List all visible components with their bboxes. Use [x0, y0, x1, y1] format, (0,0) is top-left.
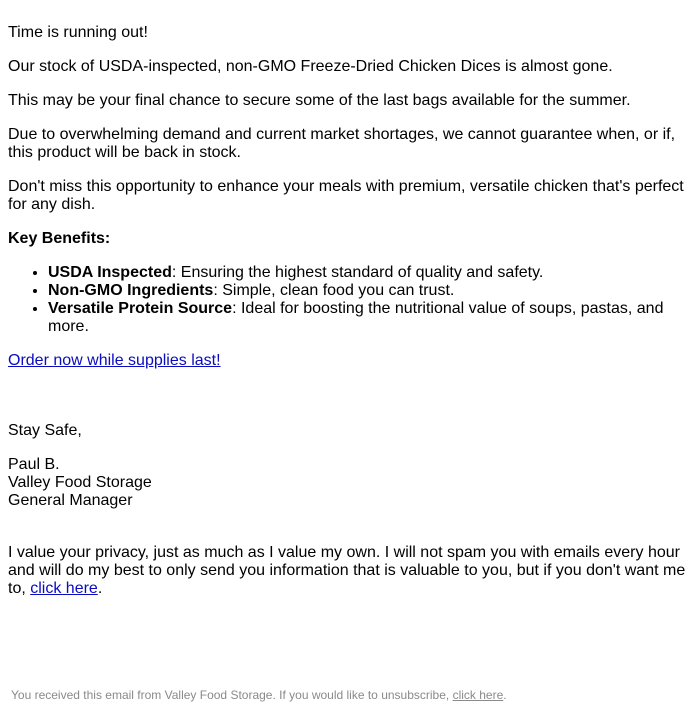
cta-paragraph	[8, 352, 692, 370]
benefit-text: : Simple, clean food you can trust.	[213, 282, 455, 299]
signoff: Stay Safe,	[8, 422, 82, 439]
final-chance-paragraph: This may be your final chance to secure some of the last bags available for the summer.	[8, 92, 631, 109]
privacy-end: .	[97, 580, 103, 597]
benefit-title: Versatile Protein Source	[48, 300, 233, 317]
signature-title: General Manager	[8, 492, 133, 509]
signature-name: Paul B.	[8, 456, 60, 473]
benefit-text: : Ideal for boosting the nutritional value of soups, pastas, and more.	[48, 300, 664, 335]
benefit-text: : Ensuring the highest standard of quality and safety.	[171, 264, 544, 281]
list-item	[48, 282, 692, 300]
opportunity-paragraph: Don't miss this opportunity to enhance your meals with premium, versatile chicken that's perfect for any dish.	[8, 178, 684, 213]
order-now-link[interactable]: Order now while supplies last!	[8, 352, 221, 369]
benefit-title: USDA Inspected	[48, 264, 172, 281]
stock-paragraph: Our stock of USDA-inspected, non-GMO Freeze-Dried Chicken Dices is almost gone.	[8, 58, 613, 75]
privacy-unsubscribe-link[interactable]: click here	[30, 580, 98, 597]
signature-company: Valley Food Storage	[8, 474, 152, 491]
signature-block	[8, 456, 692, 510]
benefit-title: Non-GMO Ingredients	[48, 282, 214, 299]
headline: Time is running out!	[8, 24, 148, 41]
email-body	[8, 24, 692, 614]
footer-text: You received this email from Valley Food Storage. If you would like to unsubscribe,	[11, 688, 453, 702]
list-item	[48, 300, 692, 336]
demand-paragraph: Due to overwhelming demand and current market shortages, we cannot guarantee when, or if, this product will be back in stock.	[8, 126, 676, 161]
benefits-title: Key Benefits:	[8, 230, 111, 247]
footer	[11, 688, 507, 702]
footer-end: .	[503, 688, 507, 702]
footer-unsubscribe-link[interactable]: click here	[452, 688, 504, 702]
list-item	[48, 264, 692, 282]
privacy-text: I value your privacy, just as much as I value my own. I will not spam you with emails every hour and will do my best to only send you information that is valuable to you, but if you don't want me to,	[8, 544, 686, 597]
privacy-paragraph	[8, 544, 692, 598]
benefits-list	[8, 264, 692, 336]
